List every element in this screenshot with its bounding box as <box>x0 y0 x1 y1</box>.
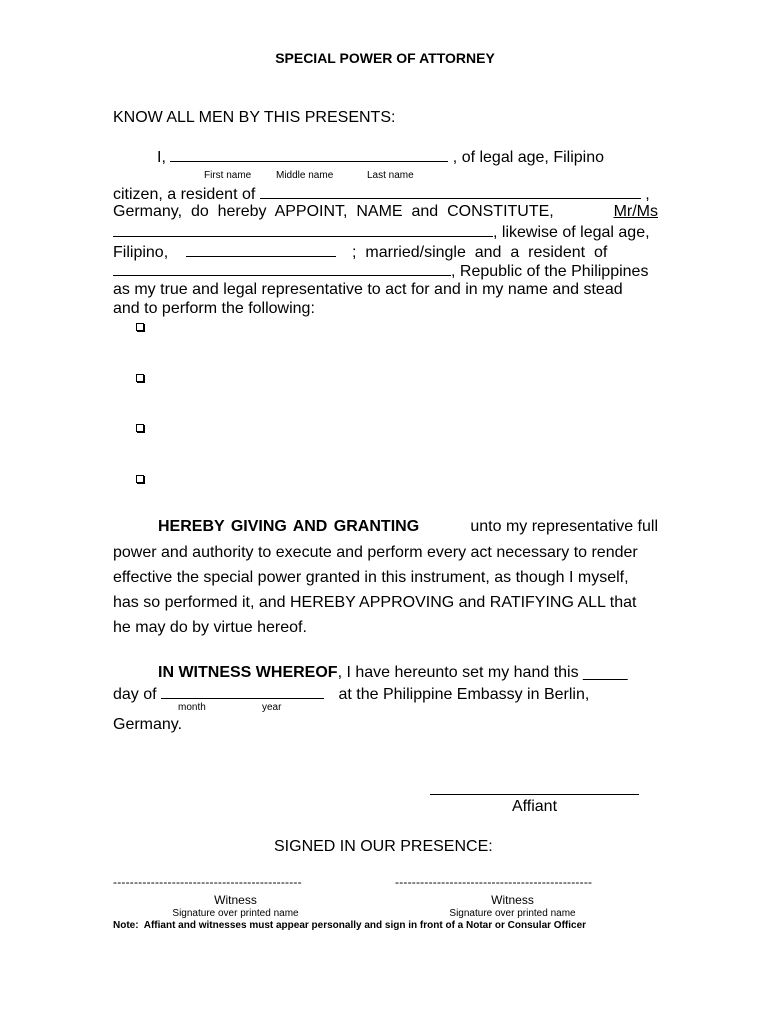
appoint-text: Germany, do hereby APPOINT, NAME and CONSTITUTE, <box>113 203 554 220</box>
rep-residence-line <box>113 260 648 282</box>
representative-blank[interactable] <box>113 221 493 237</box>
day-suffix: at the Philippine Embassy in Berlin, <box>338 686 590 703</box>
rep-residence-blank[interactable] <box>113 260 451 276</box>
checkbox-item-3[interactable] <box>136 424 144 432</box>
signed-presence-heading: SIGNED IN OUR PRESENCE: <box>274 838 493 855</box>
granting-lead: HEREBY GIVING AND GRANTING <box>158 518 420 535</box>
residence-suffix: , <box>645 186 650 203</box>
checkbox-item-2[interactable] <box>136 374 144 382</box>
affiant-signature-line[interactable] <box>430 794 639 795</box>
witness-clause-rest: , I have hereunto set my hand this _____ <box>337 664 628 681</box>
representative-suffix: , likewise of legal age, <box>493 224 650 241</box>
status-suffix: ; married/single and a resident of <box>352 244 608 261</box>
granting-line1-rest: unto my representative full <box>465 518 658 535</box>
affiant-label: Affiant <box>511 798 558 815</box>
witness-right-label: Witness <box>491 893 534 907</box>
perform-following: and to perform the following: <box>113 300 315 317</box>
rep-residence-suffix: , Republic of the Philippines <box>451 263 649 280</box>
name-suffix: , of legal age, Filipino <box>452 149 604 166</box>
witness-right-signature-line[interactable]: ----------------------------------------------- <box>395 875 593 889</box>
granting-line-2: power and authority to execute and perform every act necessary to render <box>113 544 638 561</box>
granting-line-3: effective the special power granted in this instrument, as though I myself, <box>113 569 629 586</box>
day-prefix: day of <box>113 686 157 703</box>
checkbox-item-4[interactable] <box>136 475 144 483</box>
witness-clause-line <box>158 663 628 683</box>
middle-name-label: Middle name <box>276 170 334 181</box>
name-line <box>157 146 604 168</box>
granting-line-5: he may do by virtue hereof. <box>113 619 307 636</box>
date-blank[interactable] <box>161 683 324 699</box>
name-prefix: I, <box>157 149 166 166</box>
granting-line-1 <box>113 517 658 537</box>
last-name-label: Last name <box>367 170 414 181</box>
year-label: year <box>262 702 282 713</box>
granting-line-4: has so performed it, and HEREBY APPROVING and RATIFYING ALL that <box>113 594 637 611</box>
name-blank[interactable] <box>170 146 448 162</box>
witness-left-label: Witness <box>214 893 257 907</box>
footer-note: Note: Affiant and witnesses must appear personally and sign in front of a Notar or Consular Officer <box>113 920 587 931</box>
checkbox-item-1[interactable] <box>136 323 144 331</box>
residence-blank[interactable] <box>260 183 641 199</box>
witness-left-signature-line[interactable]: --------------------------------------------- <box>113 875 302 889</box>
status-prefix: Filipino, <box>113 244 169 261</box>
intro-line: KNOW ALL MEN BY THIS PRESENTS: <box>113 109 396 126</box>
representative-line <box>113 221 650 243</box>
representative-clause: as my true and legal representative to act for and in my name and stead <box>113 281 623 298</box>
document-title: SPECIAL POWER OF ATTORNEY <box>275 50 495 66</box>
witness-right-sub: Signature over printed name <box>449 908 576 919</box>
witness-clause-lead: IN WITNESS WHEREOF <box>158 664 338 681</box>
month-label: month <box>178 702 206 713</box>
salutation: Mr/Ms <box>613 203 658 220</box>
appoint-line <box>113 202 658 222</box>
country-line: Germany. <box>113 716 183 733</box>
status-blank[interactable] <box>186 241 336 257</box>
residence-prefix: citizen, a resident of <box>113 186 256 203</box>
first-name-label: First name <box>204 170 252 181</box>
witness-left-sub: Signature over printed name <box>172 908 299 919</box>
